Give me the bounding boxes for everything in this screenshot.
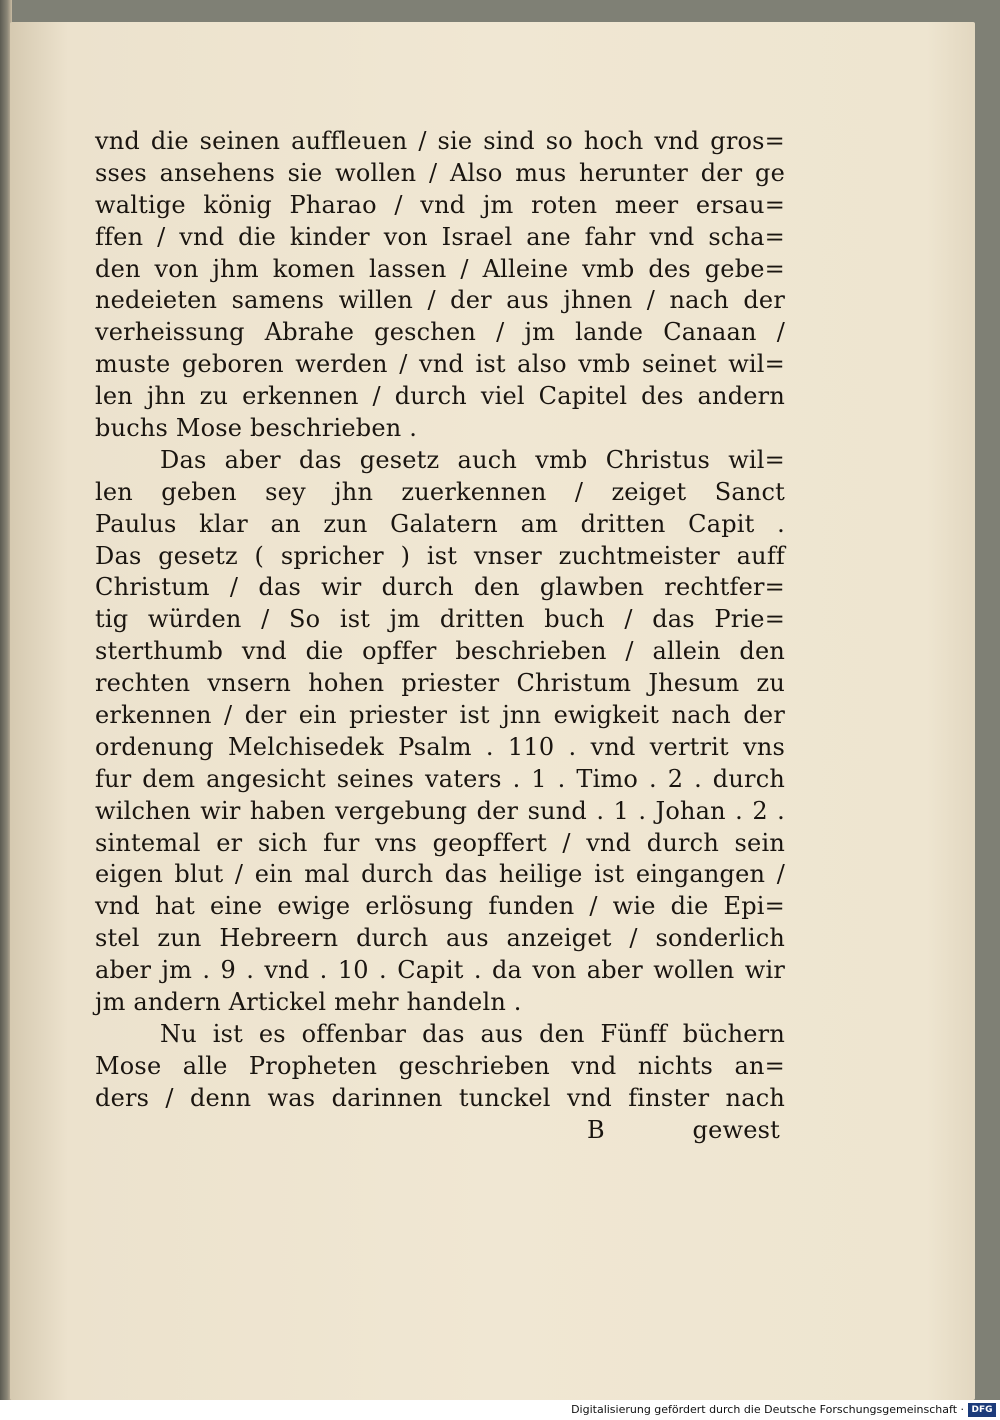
text-line: ordenung Melchisedek Psalm . 110 . vnd vertrit vns [95,732,785,761]
text-line: verheissung Abrahe geschen / jm lande Canaan / [95,318,785,347]
paragraph-end-line: buchs Mose beschrieben . [95,414,418,443]
text-line: Das gesetz ( spricher ) ist vnser zuchtmeister auff [95,541,785,570]
text-line: muste geboren werden / vnd ist also vmb seinet wil= [95,350,785,379]
text-line: Mose alle Propheten geschrieben vnd nichts an= [95,1051,785,1080]
text-line: len geben sey jhn zuerkennen / zeiget Sanct [95,477,785,506]
funding-credit: Digitalisierung gefördert durch die Deutsche Forschungsgemeinschaft · [571,1403,964,1416]
text-line: waltige könig Pharao / vnd jm roten meer ersau= [95,190,785,219]
text-line: den von jhm komen lassen / Alleine vmb des gebe= [95,254,785,283]
text-line: Christum / das wir durch den glawben rechtfer= [95,573,785,602]
paragraph-start-line: Nu ist es offenbar das aus den Fünff büchern [160,1019,785,1048]
digitization-footer [0,1400,1000,1420]
text-line: nedeieten samens willen / der aus jhnen / nach der [95,286,785,315]
text-line: wilchen wir haben vergebung der sund . 1 . Johan . 2 . [95,796,785,825]
signature-mark: B [587,1115,605,1144]
text-line: erkennen / der ein priester ist jnn ewigkeit nach der [95,701,785,730]
text-line: ders / denn was darinnen tunckel vnd finster nach [95,1083,785,1112]
page-foot-line [95,1115,785,1147]
text-line: fur dem angesicht seines vaters . 1 . Timo . 2 . durch [95,764,785,793]
text-line: sterthumb vnd die opffer beschrieben / allein den [95,637,785,666]
text-line: vnd hat eine ewige erlösung funden / wie die Epi= [95,892,785,921]
text-line: tig würden / So ist jm dritten buch / das Prie= [95,605,785,634]
text-line: vnd die seinen auffleuen / sie sind so hoch vnd gros= [95,127,785,155]
text-line: Paulus klar an zun Galatern am dritten Capit . [95,509,785,538]
text-line: rechten vnsern hohen priester Christum Jhesum zu [95,669,785,698]
paragraph-start-line: Das aber das gesetz auch vmb Christus wil= [160,445,785,474]
paragraph-end-line: jm andern Artickel mehr handeln . [95,988,522,1017]
text-line: stel zun Hebreern durch aus anzeiget / sonderlich [95,924,785,953]
catchword: gewest [692,1115,780,1144]
text-line: len jhn zu erkennen / durch viel Capitel des andern [95,382,785,411]
text-line: ffen / vnd die kinder von Israel ane fahr vnd scha= [95,222,785,251]
dfg-logo: DFG [968,1403,996,1417]
text-line: sintemal er sich fur vns geopffert / vnd durch sein [95,828,785,857]
text-line: sses ansehens sie wollen / Also mus herunter der ge [95,158,785,187]
text-line: eigen blut / ein mal durch das heilige ist eingangen / [95,860,785,889]
page-body-text [95,126,785,1147]
text-line: aber jm . 9 . vnd . 10 . Capit . da von aber wollen wir [95,956,785,985]
